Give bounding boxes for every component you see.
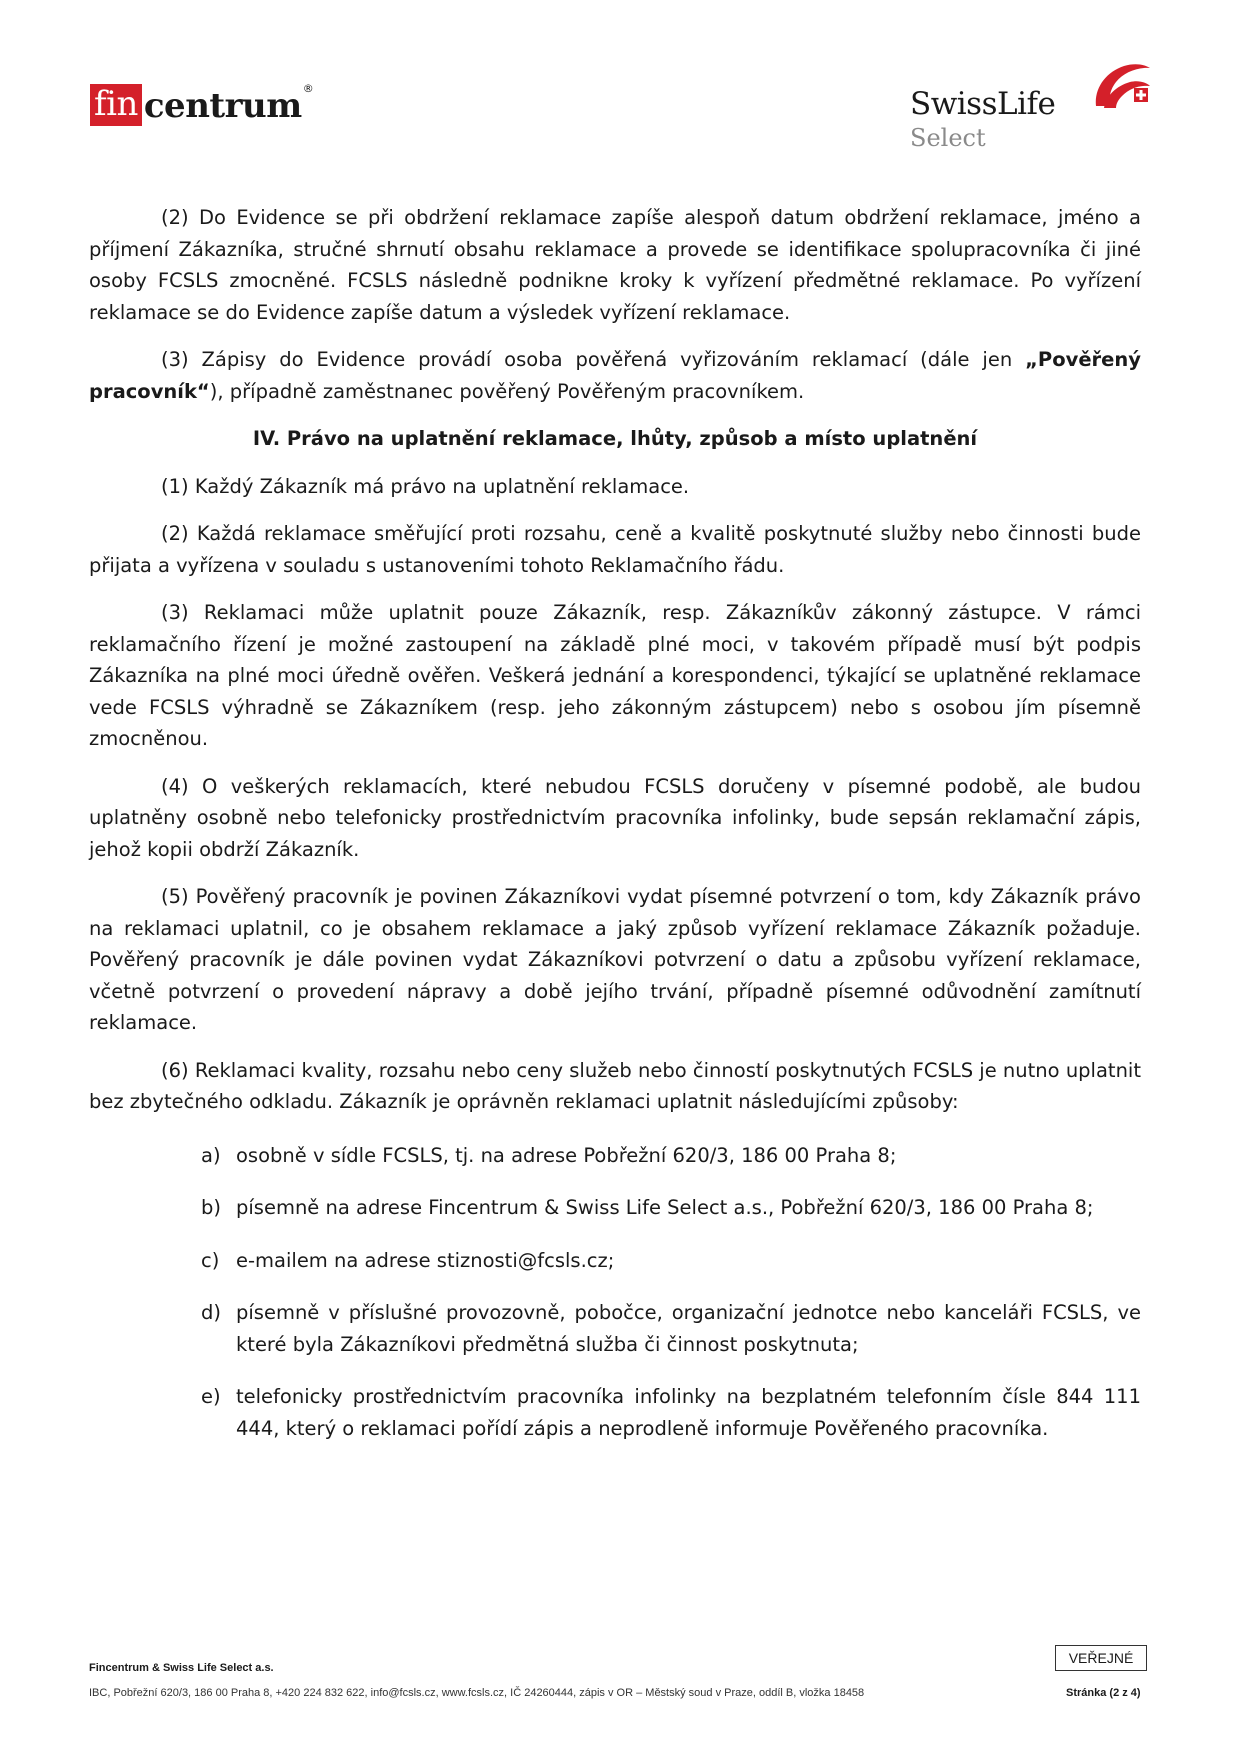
- classification-badge: VEŘEJNÉ: [1055, 1645, 1147, 1671]
- defined-term: „Pověřený pracovník“: [89, 348, 1141, 403]
- list-marker: a): [201, 1143, 221, 1167]
- footer-company-details: IBC, Pobřežní 620/3, 186 00 Praha 8, +420 224 832 622, info@fcsls.cz, www.fcsls.cz, IČ 24260444, zápis v OR – Městský soud v Praze, oddíl B, vložka 18458: [89, 1687, 865, 1699]
- paragraph-how-to-complain: (6) Reklamaci kvality, rozsahu nebo ceny služeb nebo činností poskytnutých FCSLS je nutno uplatnit bez zbytečného odkladu. Zákazník je oprávněn reklamaci uplatnit následujícími způsoby:: [89, 1058, 1141, 1113]
- document-body: [89, 202, 1141, 1465]
- list-marker: e): [201, 1385, 221, 1408]
- paragraph-right-to-complain: (1) Každý Zákazník má právo na uplatnění reklamace.: [161, 474, 690, 498]
- swisslife-swirl-logo-icon: [1090, 58, 1152, 112]
- paragraph-evidence-entry: (2) Do Evidence se při obdržení reklamace zapíše alespoň datum obdržení reklamace, jméno a příjmení Zákazníka, stručné shrnutí obsahu reklamace a provede se identifikace spolupracovníka či jiné osoby FCSLS zmocněné. FCSLS následně podnikne kroky k vyřízení předmětné reklamace. Po vyřízení reklamace se do Evidence zapíše datum a výsledek vyřízení reklamace.: [89, 206, 1141, 324]
- fincentrum-logo-centrum: centrum: [143, 86, 302, 126]
- list-item: [89, 1192, 1141, 1224]
- paragraph-oral-complaints: (4) O veškerých reklamacích, které nebudou FCSLS doručeny v písemné podobě, ale budou uplatněny osobně nebo telefonicky prostřednictvím pracovníka infolinky, bude sepsán reklamační zápis, jehož kopii obdrží Zákazník.: [89, 774, 1141, 861]
- list-item-text: telefonicky prostřednictvím pracovníka infolinky na bezplatném telefonním čísle 844 111 444, který o reklamaci pořídí zápis a neprodleně informuje Pověřeného pracovníka.: [236, 1385, 1141, 1440]
- paragraph-confirmation: (5) Pověřený pracovník je povinen Zákazníkovi vydat písemné potvrzení o tom, kdy Zákazník právo na reklamaci uplatnil, co je obsahem reklamace a jaký způsob vyřízení reklamace Zákazník požaduje. Pověřený pracovník je dále povinen vydat Zákazníkovi potvrzení o datu a způsobu vyřízení reklamace, včetně potvrzení o provedení nápravy a době jejího trvání, případně písemné odůvodnění zamítnutí reklamace.: [89, 885, 1141, 1034]
- registered-mark: ®: [302, 82, 314, 95]
- list-item-text: písemně v příslušné provozovně, pobočce, organizační jednotce nebo kanceláři FCSLS, ve které byla Zákazníkovi předmětná služba či činnost poskytnuta;: [236, 1301, 1141, 1356]
- list-item: [89, 1245, 1141, 1277]
- complaint-methods-list: [89, 1140, 1141, 1445]
- list-marker: d): [201, 1301, 221, 1324]
- list-marker: b): [201, 1196, 221, 1219]
- swisslife-select-logo: [910, 58, 1160, 158]
- list-item-text: osobně v sídle FCSLS, tj. na adrese Pobřežní 620/3, 186 00 Praha 8;: [236, 1143, 897, 1167]
- section-heading: IV. Právo na uplatnění reklamace, lhůty, způsob a místo uplatnění: [252, 427, 978, 450]
- list-item: [89, 1381, 1141, 1444]
- list-item: [89, 1140, 1141, 1172]
- swisslife-logo-text: SwissLife: [910, 86, 1056, 122]
- paragraph-complaint-scope: (2) Každá reklamace směřující proti rozsahu, ceně a kvalitě poskytnuté služby nebo činnosti bude přijata a vyřízena v souladu s ustanoveními tohoto Reklamačního řádu.: [89, 522, 1141, 577]
- paragraph-evidence-records: [89, 344, 1141, 407]
- page-number: Stránka (2 z 4): [1066, 1687, 1141, 1699]
- list-item-text: e-mailem na adrese stiznosti@fcsls.cz;: [236, 1248, 615, 1272]
- list-item-text: písemně na adrese Fincentrum & Swiss Life Select a.s., Pobřežní 620/3, 186 00 Praha 8;: [236, 1196, 1094, 1219]
- fincentrum-logo: [90, 82, 314, 126]
- footer-company-name: Fincentrum & Swiss Life Select a.s.: [89, 1662, 274, 1674]
- list-item: [89, 1297, 1141, 1360]
- paragraph-text: (3) Zápisy do Evidence provádí osoba pověřená vyřizováním reklamací (dále jen: [161, 348, 1026, 371]
- list-marker: c): [201, 1248, 220, 1272]
- select-logo-text: Select: [910, 124, 986, 152]
- paragraph-text: ), případně zaměstnanec pověřený Pověřeným pracovníkem.: [209, 379, 805, 403]
- fincentrum-logo-fin: fin: [90, 84, 142, 126]
- paragraph-who-may-complain: (3) Reklamaci může uplatnit pouze Zákazník, resp. Zákazníkův zákonný zástupce. V rámci reklamačního řízení je možné zastoupení na základě plné moci, v takovém případě musí být podpis Zákazníka na plné moci úředně ověřen. Veškerá jednání a korespondenci, týkající se uplatněné reklamace vede FCSLS výhradně se Zákazníkem (resp. jeho zákonným zástupcem) nebo s osobou jím písemně zmocněnou.: [89, 601, 1141, 750]
